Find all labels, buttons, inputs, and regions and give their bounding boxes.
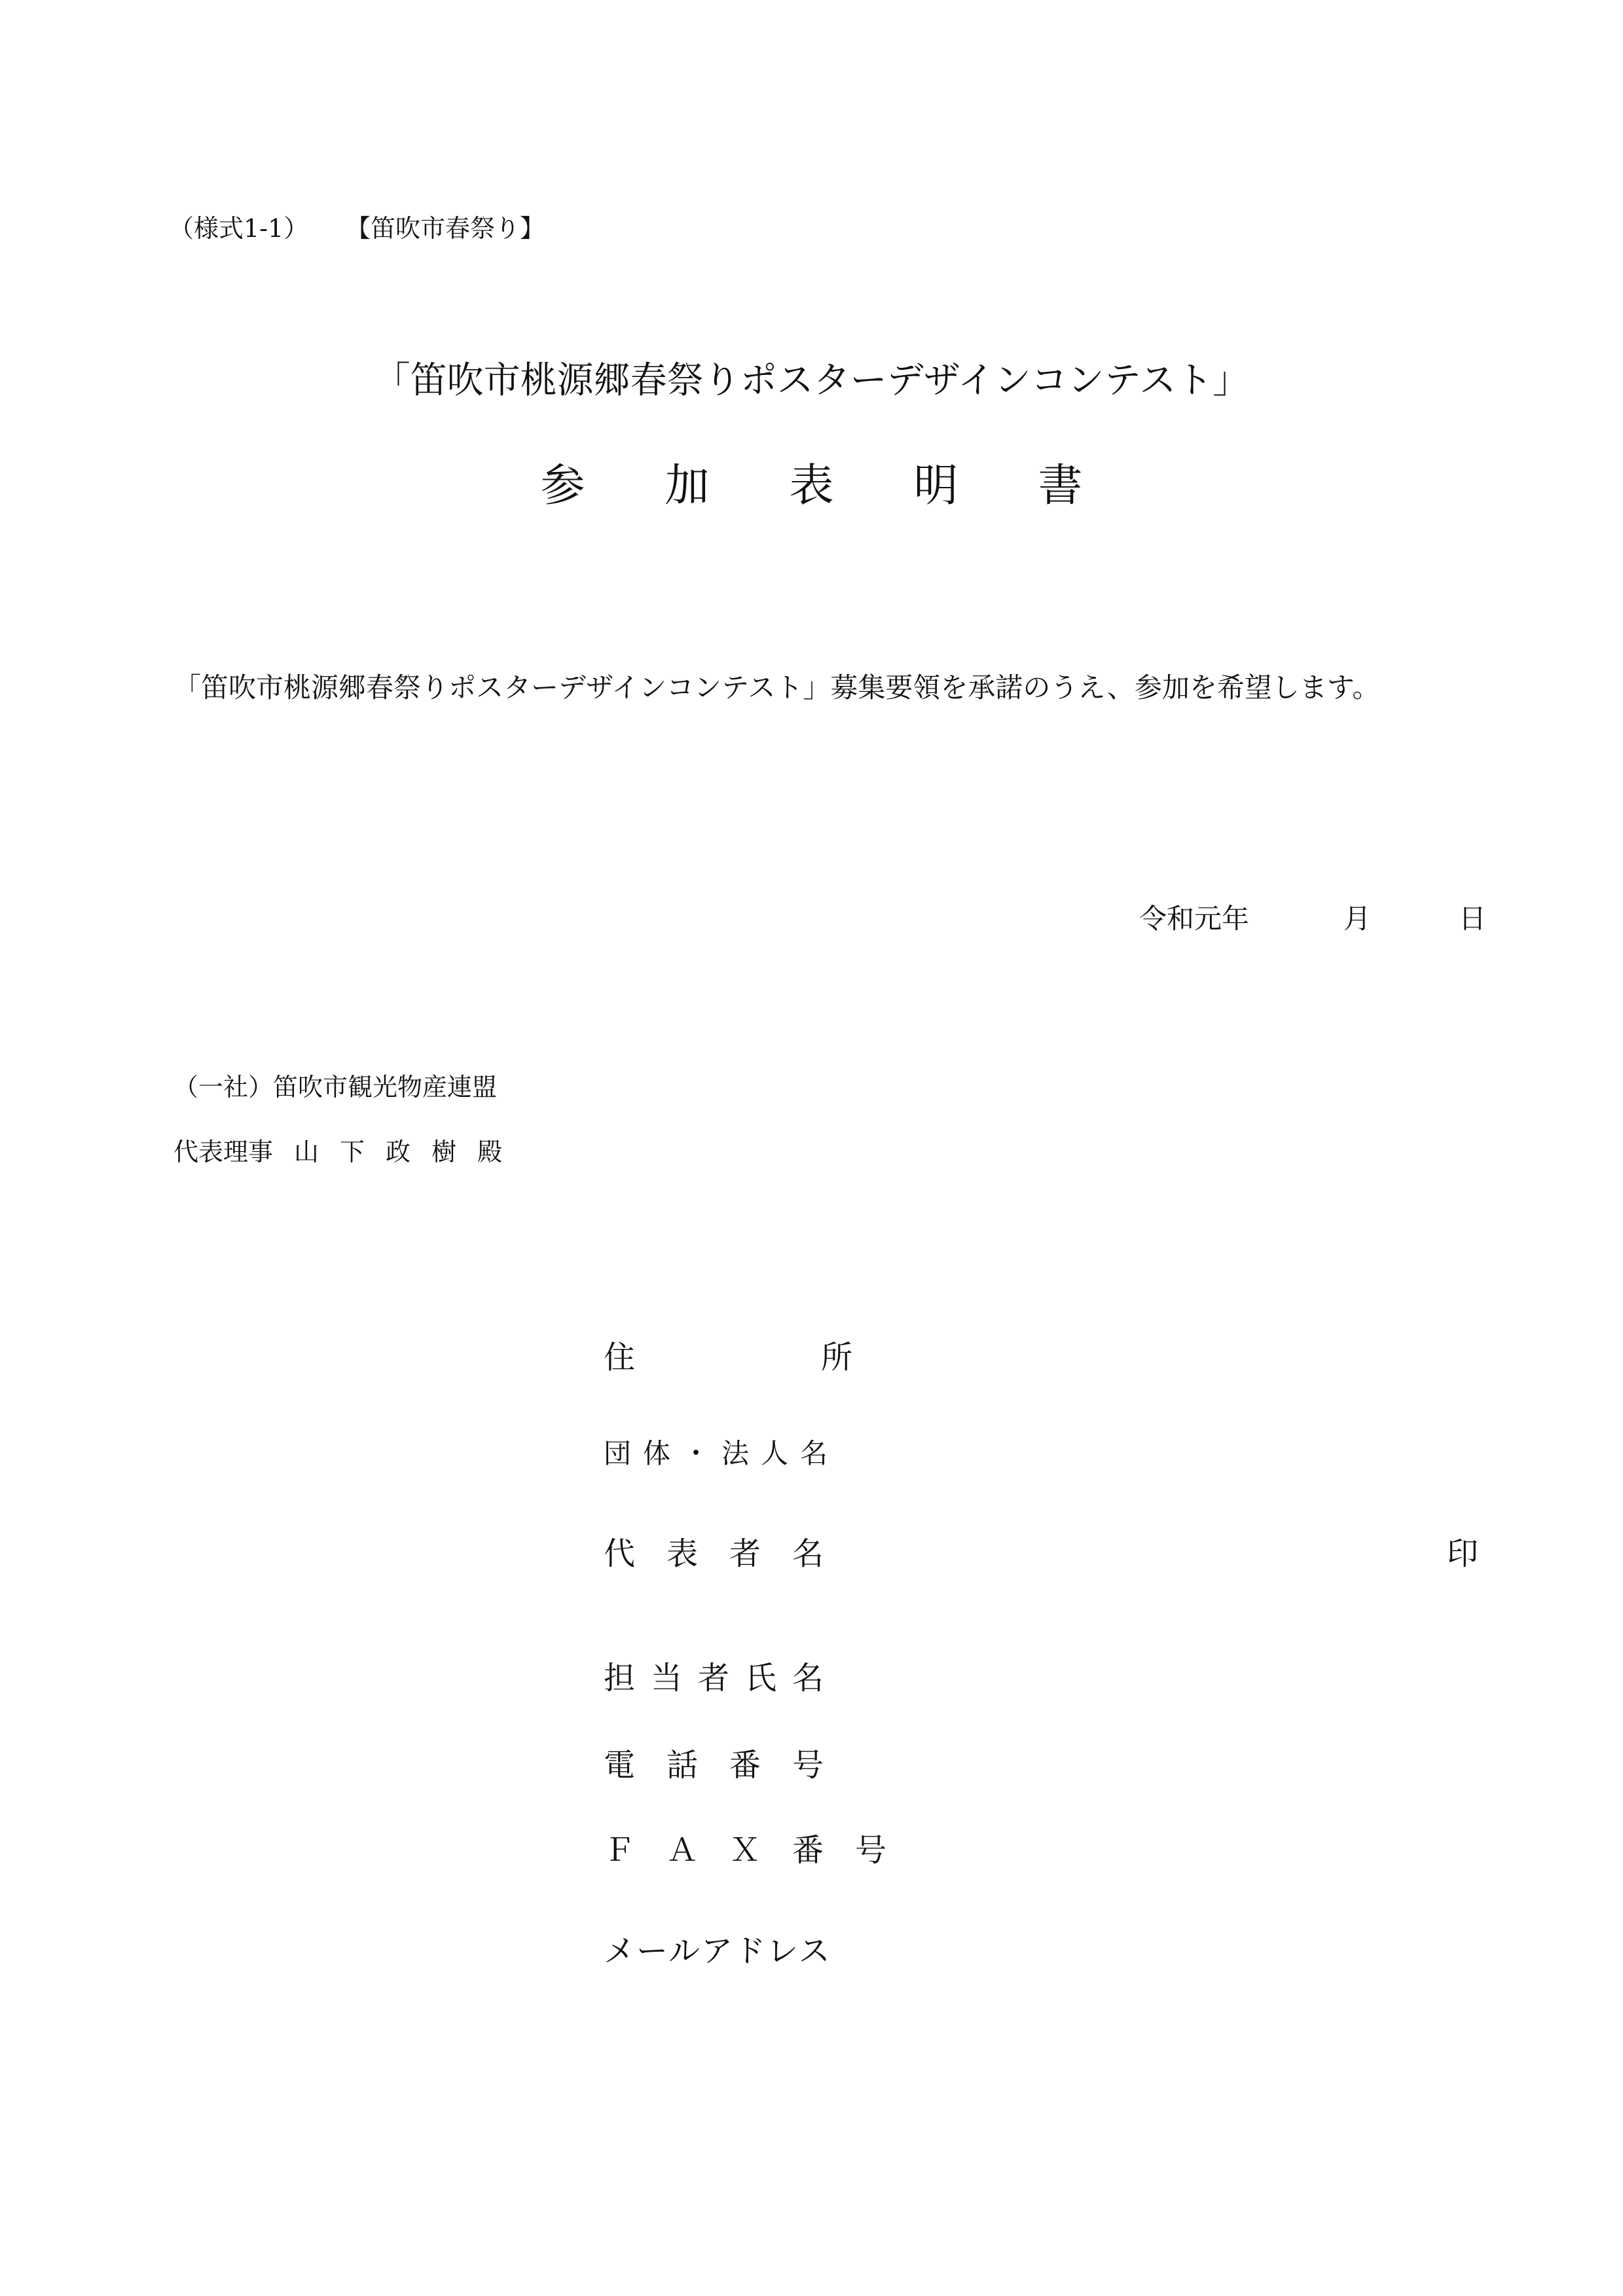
recipient-title: 代表理事	[173, 1138, 274, 1166]
recipient-name-char: 政	[386, 1138, 411, 1166]
doc-title-char: 参	[540, 460, 585, 512]
fax-label: ＦＡＸ番号	[604, 1832, 919, 1869]
document-title	[0, 450, 1623, 514]
email-label: メールアドレス	[604, 1933, 831, 1969]
recipient-organization: （一社）笛吹市観光物産連盟	[173, 1073, 498, 1102]
recipient-name-char: 樹	[431, 1138, 457, 1166]
recipient-name-char: 下	[340, 1138, 365, 1166]
representative-label: 代表者名	[604, 1535, 856, 1572]
organization-label: 団体・法人名	[604, 1437, 840, 1469]
recipient-name-char: 殿	[477, 1138, 503, 1166]
statement-text: 「笛吹市桃源郷春祭りポスターデザインコンテスト」募集要領を承諾のうえ、参加を希望します。	[173, 672, 1380, 704]
doc-title-char: 表	[789, 460, 834, 512]
doc-title-char: 加	[665, 460, 710, 512]
date-era: 令和元年	[1139, 903, 1250, 935]
recipient-name-char: 山	[294, 1138, 319, 1166]
form-number: （様式1-1）	[169, 214, 309, 243]
phone-label: 電話番号	[604, 1747, 856, 1784]
event-tag: 【笛吹市春祭り】	[346, 214, 545, 243]
recipient-representative	[173, 1132, 502, 1168]
address-label-right: 所	[820, 1339, 852, 1376]
seal-mark: 印	[1447, 1535, 1479, 1572]
date-day: 日	[1459, 903, 1487, 935]
contest-title: 「笛吹市桃源郷春祭りポスターデザインコンテスト」	[373, 359, 1250, 402]
address-label-left: 住	[604, 1339, 636, 1376]
doc-title-char: 書	[1038, 460, 1083, 512]
date-month: 月	[1343, 903, 1372, 935]
doc-title-char: 明	[913, 460, 958, 512]
contact-person-label: 担当者氏名	[604, 1660, 840, 1696]
